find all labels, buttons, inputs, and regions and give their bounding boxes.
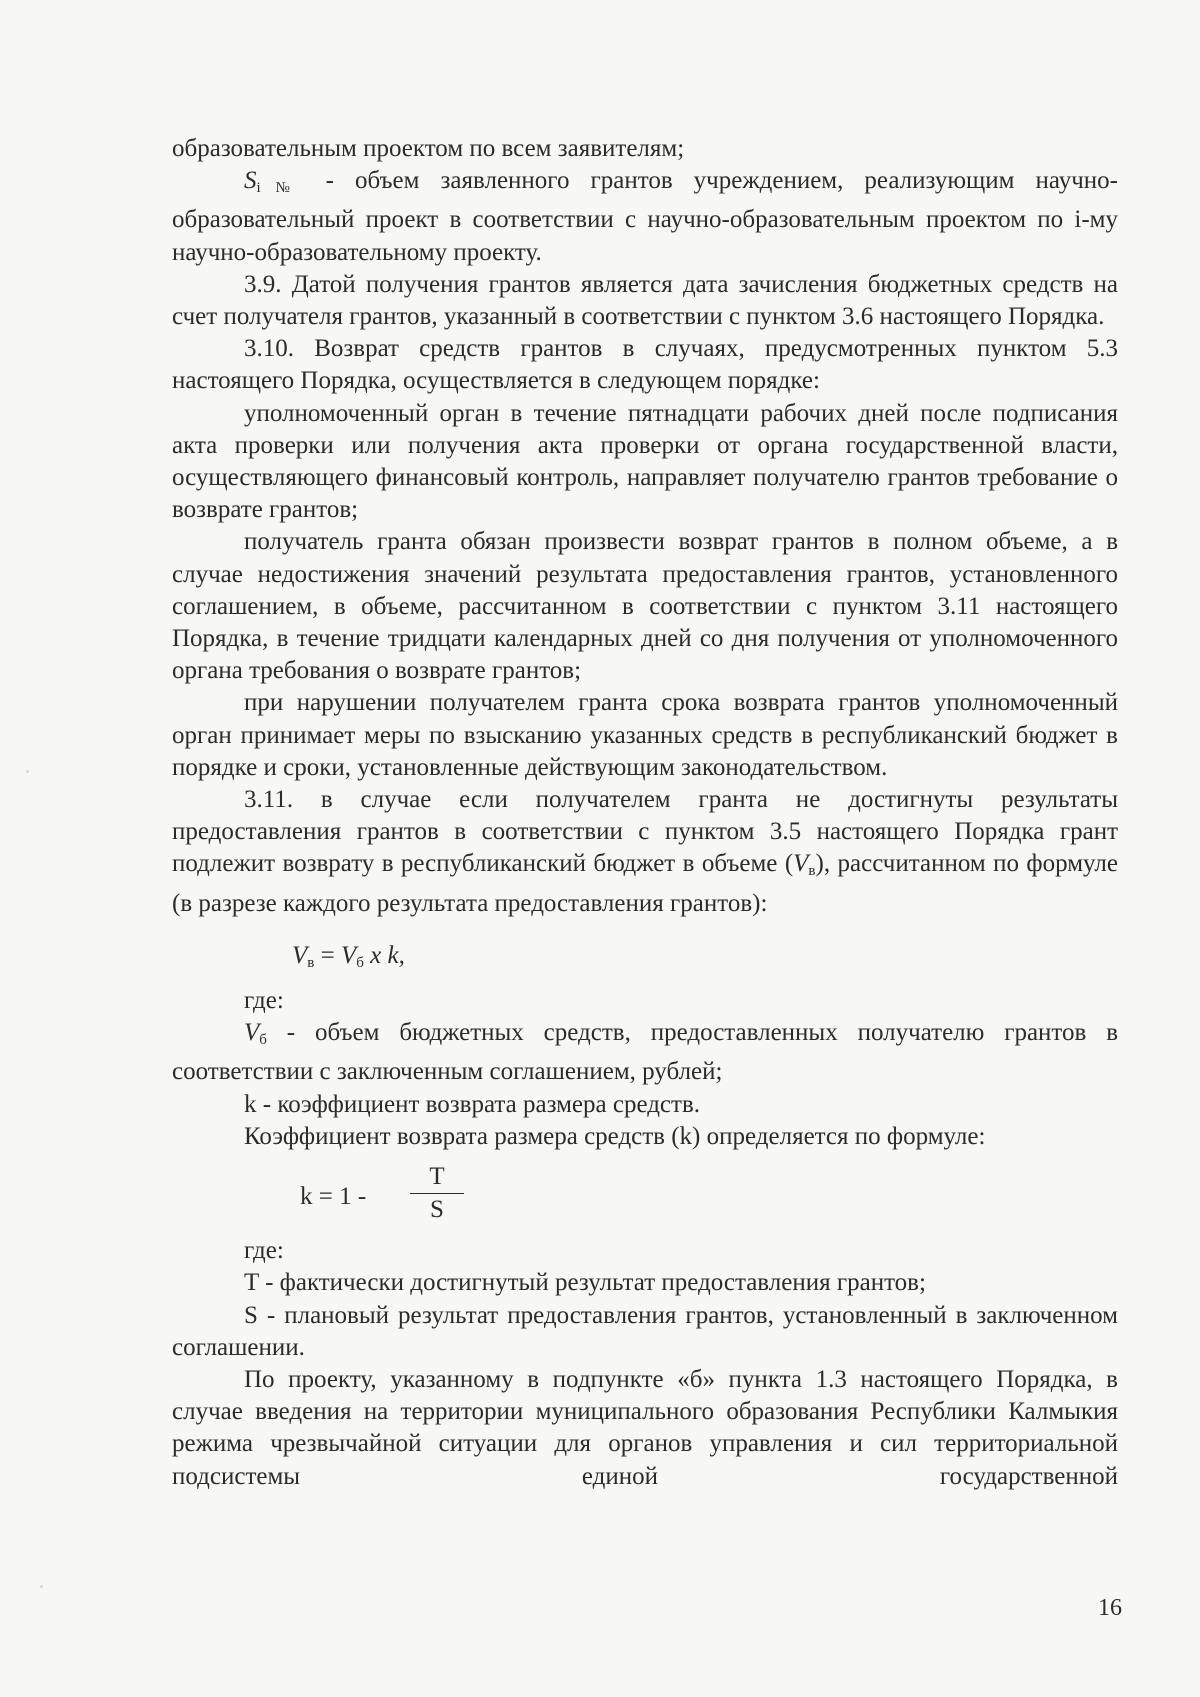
paragraph-recipient: получатель гранта обязан произвести возврат грантов в полном объеме, а в случае недостижения значений результата предоставления грантов, установленного соглашением, в объеме, рассчитанном в соответствии с пунктом 3.11 настоящего Порядка, в течение тридцати календарных дней со дня получения от уполномоченного органа требования о возврате грантов; xyxy=(172,528,1118,685)
paragraph-2: $S_{i№}$ - объем заявленного грантов учреждением, реализующим научно-образовательный проект в соответствии с научно-образовательным проектом по i-му научно-образовательному проекту. xyxy=(172,167,1119,266)
paragraph-k-definition: k - коэффициент возврата размера средств. xyxy=(244,1090,701,1118)
paragraph-t-definition: T - фактически достигнутый результат предоставления грантов; xyxy=(244,1269,926,1297)
fraction-denominator: S xyxy=(430,1196,444,1224)
document-body xyxy=(172,133,1118,1493)
paragraph-3-11: 3.11. в случае если получателем гранта не достигнуты результаты предоставления грантов в соответствии с пунктом 3.5 настоящего Порядка грант подлежит возврату в республиканский бюджет в объеме $(V_в)$, рассчитанном по формуле (в разрезе каждого результата предоставления грантов): xyxy=(172,786,1118,917)
paragraph-3-9: 3.9. Датой получения грантов является дата зачисления бюджетных средств на счет получателя грантов, указанный в соответствии с пунктом 3.6 настоящего Порядка. xyxy=(172,270,1118,331)
symbol-v-budget: $V_б$ xyxy=(244,1019,267,1049)
fraction-bar xyxy=(410,1193,464,1194)
scan-speck xyxy=(26,770,29,773)
paragraph-1: образовательным проектом по всем заявителям; xyxy=(172,135,685,162)
formula-coefficient xyxy=(172,1157,1118,1235)
symbol-v-return: $V_в$ xyxy=(793,850,816,880)
paragraph-authority: уполномоченный орган в течение пятнадцати рабочих дней после подписания акта проверки или получения акта проверки от органа государственной власти, осуществляющего финансовый контроль, направляет получателю грантов требование о возврате грантов; xyxy=(172,399,1118,524)
page-number: 16 xyxy=(1098,1595,1122,1621)
where-label-1: где: xyxy=(244,987,284,1015)
paragraph-3-10: 3.10. Возврат средств грантов в случаях, предусмотренных пунктом 5.3 настоящего Порядка, осуществляется в следующем порядке: xyxy=(172,335,1118,395)
symbol-s: $S_{i№}$ xyxy=(244,167,305,197)
paragraph-vb-definition: $V_б$ - объем бюджетных средств, предоставленных получателю грантов в соответствии с заключенным соглашением, рублей; xyxy=(172,1019,1118,1086)
formula-return-volume: $V_в = V_б$ x k, xyxy=(292,941,405,971)
paragraph-project-b: По проекту, указанному в подпункте «б» пункта 1.3 настоящего Порядка, в случае введения на территории муниципального образования Республики Калмыкия режима чрезвычайной ситуации для органов управления и сил территориальной подсистемы единой государственной xyxy=(172,1365,1118,1490)
paragraph-s-definition: S - плановый результат предоставления грантов, установленный в заключенном соглашении. xyxy=(172,1301,1118,1361)
paragraph-violation: при нарушении получателем гранта срока возврата грантов уполномоченный орган принимает меры по взысканию указанных средств в республиканский бюджет в порядке и сроки, установленные действующим законодательством. xyxy=(172,689,1118,781)
fraction-numerator: T xyxy=(429,1163,445,1191)
paragraph-k-formula-intro: Коэффициент возврата размера средств (k) определяется по формуле: xyxy=(244,1122,986,1150)
formula-coefficient-lhs: k = 1 - xyxy=(300,1183,367,1211)
where-label-2: где: xyxy=(244,1237,284,1265)
formula-fraction xyxy=(410,1163,464,1224)
scan-speck xyxy=(40,1585,43,1588)
